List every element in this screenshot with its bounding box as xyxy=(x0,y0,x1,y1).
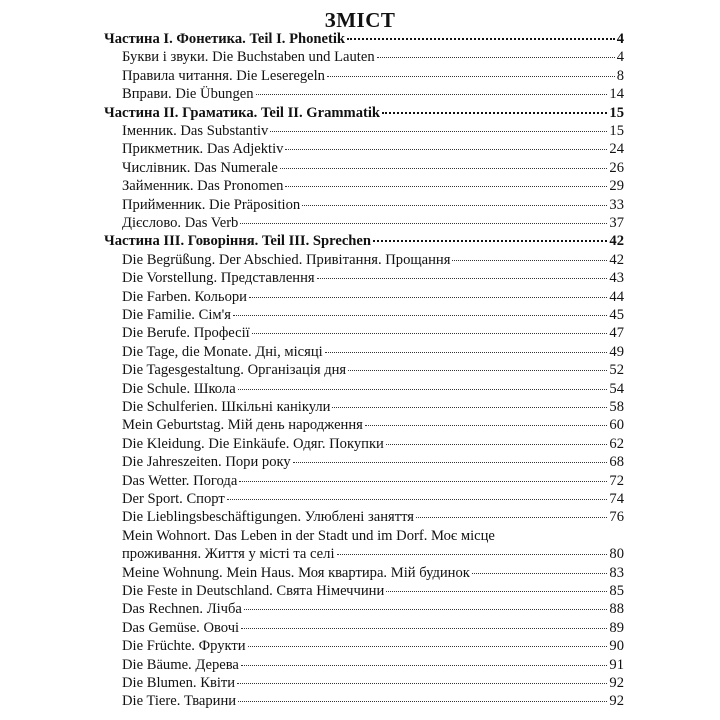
toc-entry xyxy=(122,269,624,287)
toc-entry xyxy=(122,435,624,453)
toc-entry-text: Die Schule. Школа xyxy=(122,380,236,397)
toc-page-number: 8 xyxy=(616,67,624,84)
toc-entry-text: Die Berufe. Професії xyxy=(122,325,250,342)
toc-entry xyxy=(122,490,624,508)
toc-entry xyxy=(122,324,624,342)
toc-entry xyxy=(122,674,624,692)
toc-page-number: 76 xyxy=(609,509,624,526)
toc-entry-text: Die Schulferien. Шкільні канікули xyxy=(122,399,331,415)
toc-entry-text: Meine Wohnung. Mein Haus. Моя квартира. Мій будинок xyxy=(122,564,470,581)
dot-leader xyxy=(244,609,608,610)
toc-page-number: 62 xyxy=(609,435,624,452)
toc-entry-text: Частина III. Говоріння. Teil III. Sprechen xyxy=(104,233,372,250)
toc-entry xyxy=(122,637,624,655)
dot-leader xyxy=(252,333,608,334)
toc-entry-text: Die Farben. Кольори xyxy=(122,288,247,305)
toc-entry-text: Mein Geburtstag. Мій день народження xyxy=(122,417,363,434)
toc-page-number: 89 xyxy=(609,619,624,636)
dot-leader xyxy=(373,240,607,242)
toc-entry xyxy=(122,619,624,637)
dot-leader xyxy=(337,554,608,555)
toc-page-number: 92 xyxy=(609,675,624,691)
dot-leader xyxy=(239,481,607,482)
toc-entry-text: Die Feste in Deutschland. Свята Німеччини xyxy=(122,583,385,599)
toc-entry xyxy=(122,343,624,361)
toc-section-heading xyxy=(104,30,624,48)
toc-entry xyxy=(122,177,624,195)
dot-leader xyxy=(238,389,608,390)
toc-entry-text: Частина І. Фонетика. Teil I. Phonetik xyxy=(104,31,346,47)
toc-entry-text: Die Früchte. Фрукти xyxy=(122,638,246,655)
toc-entry xyxy=(122,508,624,526)
toc-entry xyxy=(122,416,624,434)
toc-page-number: 52 xyxy=(609,362,624,379)
dot-leader xyxy=(365,425,608,426)
toc-entry-text: Іменник. Das Substantiv xyxy=(122,123,269,139)
toc-entry-text: проживання. Життя у місті та селі xyxy=(122,546,335,563)
toc-entry-text: Die Tage, die Monate. Дні, місяці xyxy=(122,343,323,360)
dot-leader xyxy=(452,260,607,261)
dot-leader xyxy=(241,665,607,666)
toc-entry-text: Правила читання. Die Leseregeln xyxy=(122,67,325,84)
toc-entry xyxy=(122,582,624,600)
dot-leader xyxy=(302,205,607,206)
toc-page-number: 47 xyxy=(609,325,624,342)
toc-entry-text: Die Bäume. Дерева xyxy=(122,656,239,673)
dot-leader xyxy=(386,444,608,445)
toc-entry xyxy=(122,306,624,324)
toc-entry-text: Die Blumen. Квіти xyxy=(122,675,236,691)
toc-page-number: 37 xyxy=(609,215,624,231)
dot-leader xyxy=(270,131,607,132)
dot-leader xyxy=(280,168,608,169)
dot-leader xyxy=(241,628,607,629)
toc-entry-text: Die Vorstellung. Представлення xyxy=(122,270,315,287)
toc-entry xyxy=(122,67,624,85)
dot-leader xyxy=(249,297,607,298)
toc-page-number: 4 xyxy=(616,31,624,47)
dot-leader xyxy=(240,223,607,224)
toc-page-number: 74 xyxy=(609,491,624,507)
dot-leader xyxy=(248,646,608,647)
toc-entry xyxy=(122,159,624,177)
toc-page-number: 45 xyxy=(609,307,624,323)
toc-entry-text: Вправи. Die Übungen xyxy=(122,86,254,103)
toc-page-number: 80 xyxy=(609,546,624,563)
toc-page-number: 90 xyxy=(609,638,624,655)
toc-page-number: 14 xyxy=(609,86,624,103)
toc-page-number: 92 xyxy=(609,693,624,710)
toc-entry-text: Прийменник. Die Präposition xyxy=(122,196,301,213)
toc-page-number: 42 xyxy=(609,251,624,268)
toc-page-number: 85 xyxy=(609,583,624,599)
toc-entry-text: Der Sport. Спорт xyxy=(122,491,225,507)
dot-leader xyxy=(348,370,607,371)
toc-entry xyxy=(122,545,624,563)
toc-page-number: 49 xyxy=(609,343,624,360)
toc-page-number: 15 xyxy=(609,104,624,121)
toc-entry xyxy=(122,85,624,103)
toc-entry xyxy=(122,472,624,490)
toc-page-number: 44 xyxy=(609,288,624,305)
toc-entry xyxy=(122,288,624,306)
toc-entry xyxy=(122,398,624,416)
dot-leader xyxy=(256,94,608,95)
dot-leader xyxy=(347,38,615,40)
dot-leader xyxy=(227,499,608,500)
dot-leader xyxy=(237,683,607,684)
toc-entry-text: Дієслово. Das Verb xyxy=(122,215,239,231)
toc-page-number: 24 xyxy=(609,141,624,158)
dot-leader xyxy=(293,462,608,463)
toc-entry-text: Числівник. Das Numerale xyxy=(122,159,278,176)
toc-entry-text: Die Familie. Сім'я xyxy=(122,307,231,323)
toc-entry xyxy=(122,656,624,674)
toc-entry-text: Букви і звуки. Die Buchstaben und Lauten xyxy=(122,49,375,66)
toc-page-number: 43 xyxy=(609,270,624,287)
toc-page-number: 88 xyxy=(609,601,624,618)
toc-entry xyxy=(122,453,624,471)
toc-page-number: 58 xyxy=(609,399,624,415)
toc-title: ЗМІСТ xyxy=(324,8,396,32)
toc-entry-text: Mein Wohnort. Das Leben in der Stadt und im Dorf. Моє місце xyxy=(122,527,495,544)
dot-leader xyxy=(285,149,607,150)
toc-entry xyxy=(122,600,624,618)
dot-leader xyxy=(377,57,615,58)
toc-entry-text: Das Rechnen. Лічба xyxy=(122,601,242,618)
dot-leader xyxy=(332,407,607,408)
toc-entry-text: Die Tiere. Тварини xyxy=(122,693,237,710)
toc-page-number: 26 xyxy=(609,159,624,176)
toc-entry xyxy=(122,564,624,582)
toc-entry-text: Die Begrüßung. Der Abschied. Привітання. Прощання xyxy=(122,251,451,268)
toc-page-number: 83 xyxy=(609,564,624,581)
dot-leader xyxy=(386,591,607,592)
toc-entry xyxy=(122,361,624,379)
toc-page-number: 72 xyxy=(609,472,624,489)
toc-entry xyxy=(122,380,624,398)
toc-entry xyxy=(122,692,624,710)
toc-entry-text: Частина II. Граматика. Teil II. Grammatik xyxy=(104,104,381,121)
toc-entry xyxy=(122,214,624,232)
toc-page-number: 33 xyxy=(609,196,624,213)
toc-entry xyxy=(122,122,624,140)
toc-entry-text: Die Jahreszeiten. Пори року xyxy=(122,454,291,471)
toc-entry xyxy=(122,48,624,66)
dot-leader xyxy=(285,186,607,187)
dot-leader xyxy=(317,278,608,279)
toc-page-number: 91 xyxy=(609,656,624,673)
toc-entry-text: Die Tagesgestaltung. Організація дня xyxy=(122,362,347,379)
toc-entry-text: Das Gemüse. Овочі xyxy=(122,619,240,636)
toc-entry-text: Прикметник. Das Adjektiv xyxy=(122,141,284,158)
dot-leader xyxy=(382,112,607,114)
toc-page-number: 60 xyxy=(609,417,624,434)
dot-leader xyxy=(472,573,608,574)
toc-page-number: 54 xyxy=(609,380,624,397)
toc-entry-text: Die Kleidung. Die Einkäufe. Одяг. Покупки xyxy=(122,435,384,452)
dot-leader xyxy=(327,76,615,77)
toc-page-number: 68 xyxy=(609,454,624,471)
dot-leader xyxy=(416,517,607,518)
dot-leader xyxy=(233,315,607,316)
toc-section-heading xyxy=(104,104,624,122)
toc-page-number: 15 xyxy=(609,123,624,139)
toc-section-heading xyxy=(104,232,624,250)
toc-entry-text: Das Wetter. Погода xyxy=(122,472,238,489)
toc-entry xyxy=(122,251,624,269)
toc-entry-text: Займенник. Das Pronomen xyxy=(122,178,284,195)
dot-leader xyxy=(325,352,608,353)
toc-page-number: 4 xyxy=(616,49,624,66)
toc-entry xyxy=(122,140,624,158)
toc-entry xyxy=(122,196,624,214)
toc-entry-text: Die Lieblingsbeschäftigungen. Улюблені заняття xyxy=(122,509,415,526)
toc-page-number: 29 xyxy=(609,178,624,195)
dot-leader xyxy=(238,701,607,702)
toc-page-number: 42 xyxy=(609,233,624,250)
